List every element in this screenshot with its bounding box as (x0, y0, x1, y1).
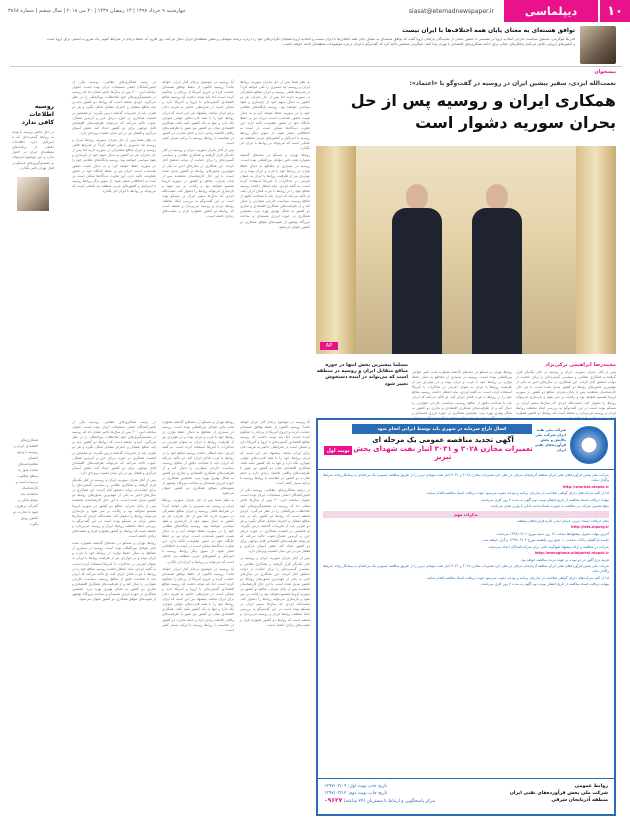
section-kicker: پیشخوان (594, 69, 616, 75)
article-column-4: آیا روسیه در موضوع برجام کنار ایران خواهد ماند؟ روسیه تاکنون از حفظ توافق هسته‌ای حمایت کرده و خروج آمریکا از برجام را محکوم کرده است. اما باید توجه داشت که روسیه منافع اقتصادی گسترده‌ای با اروپا و آمریکا دارد و ممکن است در شرایطی حاضر به هزینه دادن برای ایران نباشد. پیشنهاد من این است که ایران روابط خود را با همه قدرت‌های جهانی متوازن نگه دارد و تنها به یک کشور تکیه نکند. همکاری اقتصادی میان دو کشور نیز هنوز با ظرفیت‌های واقعی فاصله زیادی دارد و حجم تجارت دو کشور در مقایسه با روابط روسیه با ترکیه بسیار کمتر است. پس از آغاز بحران سوریه، ایران و روسیه در کنار یکدیگر قرار گرفتند و همکاری نظامی و سیاسی گسترده‌ای را برای حمایت از دولت دمشق آغاز کردند. این همکاری در سال‌های اخیر به یکی از مهم‌ترین محورهای روابط دو کشور تبدیل شده است. با این حال کارشناسان معتقدند پس از پایان بحران، منافع دو کشور در سوریه لزوما همسو نخواهد بود و رقابت بر سر نفوذ و بازسازی می‌تواند روابط را دشوار کند. نعمت‌الله ایزدی که سال‌ها سفیر ایران در مسکو بوده است در این گفت‌وگو به بررسی ابعاد مختلف روابط ایران و روسیه می‌پردازد و معتقد است که روابط دو کشور همواره فراز و نشیب‌های زیادی داشته است. (162, 80, 234, 219)
article-column-2: روابط تهران و مسکو در دهه‌های گذشته همواره تحت تاثیر عوامل بین‌المللی بوده است. روسیه در بسیاری از مقاطع به دنبال حفظ توازن در روابط خود با غرب و ایران بوده و در مواردی نیز از ظرفیت روابط با ایران به عنوان اهرمی در مذاکرات با آمریکا استفاده کرده است. به گفته ایزدی، نباید انتظار داشت روسیه منافع خود را در روابط با غرب فدای ایران کند. او تاکید می‌کند که ایران باید با شناخت دقیق از منافع روسیه، سیاست خارجی متوازنی را دنبال کند و از ظرفیت‌های همکاری اقتصادی و تجاری دو کشور به شکل بهتری بهره ببرد. همچنین همکاری در حوزه انرژی هسته‌ای و (412, 370, 512, 415)
article-column-3: به نظر شما پس از حل بحران سوریه، روابط ایران و روسیه چه مسیری را طی خواهد کرد؟ در شرایط فعلی روسیه و ایران منافع مشترکی در سوریه دارند اما پس از حل بحران، هر دو کشور به دنبال سهم خود از بازسازی و نفوذ سیاسی خواهند بود. روسیه پایگاه‌های نظامی خود را در سوریه حفظ خواهد کرد و به دنبال تثبیت حضور بلندمدت است. ایران نیز بر حفظ جایگاه خود در محور مقاومت تاکید دارد. این تفاوت دیدگاه‌ها ممکن است در آینده به اختلافاتی منجر شود. از سوی دیگر روابط روسیه با اسرائیل و کشورهای عربی منطقه نیز عاملی است که می‌تواند بر روابط با ایران اثر بگذارد. روابط تهران و مسکو در دهه‌های گذشته همواره تحت تاثیر عوامل بین‌المللی بوده است. روسیه در بسیاری از مقاطع به دنبال حفظ توازن در روابط خود با غرب و ایران بوده و در مواردی نیز از ظرفیت روابط با ایران به عنوان اهرمی در مذاکرات با آمریکا استفاده کرده است. به گفته ایزدی، نباید انتظار داشت روسیه منافع خود را در روابط با غرب فدای ایران کند. او تاکید می‌کند که ایران باید با شناخت دقیق از منافع روسیه، سیاست خارجی متوازنی را دنبال کند و از ظرفیت‌های همکاری اقتصادی و تجاری دو کشور به شکل بهتری بهره ببرد. همچنین همکاری در حوزه انرژی هسته‌ای و ساخت نیروگاه بوشهر از نمونه‌های موفق همکاری دو کشور عنوان می‌شود. (240, 80, 310, 229)
ad-link-3[interactable]: http://monaghese.oildportal.niopdc.ir (534, 551, 609, 555)
brief-title: توافق هسته‌ای به معنای پایان همه اختلاف‌ها با ایران نیست (402, 27, 575, 34)
sidebar-text: در حال حاضر روسیه با توجه به روابط گسترده‌ای که با اسرائیل دارد، اطلاعات دقیقی از برنامه‌های منطقه‌ای ایران در اختیار ندارد و این موضوع می‌تواند بر تصمیم‌گیری‌های مسکو در قبال تهران تاثیر بگذارد. (12, 130, 54, 170)
ad-round-badge: نوبت اول (324, 446, 352, 455)
person-right (468, 184, 526, 354)
ad-phone[interactable]: ۰۹۶۲۷ (324, 797, 343, 804)
ad-dates: تاریخ چاپ نوبت اول: ۱۳۹۷/۰۳/۰۹ تاریخ چاپ نوبت دوم: ۱۳۹۷/۰۳/۱۲ مرکز پاسخگویی و ارتباط با مشتریان (۲۴ ساعته) ۰۹۶۲۷ (324, 784, 435, 804)
curtain-right (576, 146, 616, 354)
photo-credit-icon: AP (320, 342, 338, 350)
person-left (388, 184, 446, 354)
curtain-left (316, 146, 356, 354)
main-photo (316, 146, 616, 354)
ad-title: آگهی تجدید مناقصه عمومی یک مرحله ای (372, 436, 514, 444)
section-label: دیپلماسی (504, 0, 600, 22)
ad-header (318, 420, 614, 470)
brief-photo (580, 26, 616, 64)
lede-kicker: نعمت‌الله ایزدی، سفیر پیشین ایران در روسیه در گفت‌وگو با «اعتماد»: (409, 80, 616, 87)
ad-notes-strip: تذکرات مهم (323, 511, 609, 518)
ad-link-1[interactable]: http://sherkat.niopdc.ir (562, 484, 609, 489)
brief-news (47, 27, 575, 65)
page-header (0, 0, 630, 22)
ad-link-2[interactable]: http://iets.mporg.ir (570, 525, 609, 529)
sidebar-photo (17, 177, 49, 211)
sidebar-title: روسیه اطلاعات کافی ندارد (21, 103, 54, 126)
site-email[interactable]: siasat@etemadnewspaper.ir (408, 7, 494, 15)
page-number: ۱۰ (600, 0, 630, 22)
ad-banner: کسال تاراج سرمایه در شهری باید توسط ایرانی انجام شود (352, 424, 532, 434)
sidebar-lower-text: همکاری‌های اقتصادی ایران و روسیه با وجود امضای تفاهم‌نامه‌های متعدد هنوز به سطح مطلوب نرسیده است و کارشناسان معتقدند باید موانع بانکی و گمرکی برطرف شود تا تجارت دو کشور رونق بگیرد. (13, 438, 38, 526)
pull-quote: مسلما بیشترین بخش اینها در حوزه منافع متقابل ایران و روسیه در منطقه است که می‌تواند در آینده دستخوش تغییر شود (316, 363, 408, 387)
article-column-6: آیا روسیه در موضوع برجام کنار ایران خواهد ماند؟ روسیه تاکنون از حفظ توافق هسته‌ای حمایت کرده و خروج آمریکا از برجام را محکوم کرده است. اما باید توجه داشت که روسیه منافع اقتصادی گسترده‌ای با اروپا و آمریکا دارد و ممکن است در شرایطی حاضر به هزینه دادن برای ایران نباشد. پیشنهاد من این است که ایران روابط خود را با همه قدرت‌های جهانی متوازن نگه دارد و تنها به یک کشور تکیه نکند. همکاری اقتصادی میان دو کشور نیز هنوز با ظرفیت‌های واقعی فاصله زیادی دارد و حجم تجارت دو کشور در مقایسه با روابط روسیه با ترکیه بسیار کمتر است. در زمینه همکاری‌های نظامی، روسیه یکی از تامین‌کنندگان اصلی تسلیحات ایران بوده است. تحویل سامانه اس-۳۰۰ پس از سال‌ها تاخیر نشان داد که روسیه در تصمیم‌گیری‌های خود ملاحظات بین‌المللی را در نظر می‌گیرد. ایزدی معتقد است که روابط دو کشور باید بر پایه منافع متقابل و احترام متقابل شکل بگیرد و هر دو طرف باید از تجربیات گذشته درس بگیرند. او همچنین بر اهمیت همکاری در حوزه دریای خزر و کریدور شمال-جنوب تاکید می‌کند که می‌تواند ظرفیت‌های اقتصادی قابل توجهی برای دو کشور ایجاد کند. نقش آسیای مرکزی و قفقاز نیز در این میان اهمیت ویژه‌ای دارد. پس از آغاز بحران سوریه، ایران و روسیه در کنار یکدیگر قرار گرفتند و همکاری نظامی و سیاسی گسترده‌ای را برای حمایت از دولت دمشق آغاز کردند. این همکاری در سال‌های اخیر به یکی از مهم‌ترین محورهای روابط دو کشور تبدیل شده است. با این حال کارشناسان معتقدند پس از پایان بحران، منافع دو کشور در سوریه لزوما همسو نخواهد بود و رقابت بر سر نفوذ و بازسازی می‌تواند روابط را دشوار کند. نعمت‌الله ایزدی که سال‌ها سفیر ایران در مسکو بوده است در این گفت‌وگو به بررسی ابعاد مختلف روابط ایران و روسیه می‌پردازد و معتقد است که روابط دو کشور همواره فراز و نشیب‌های زیادی داشته است. (240, 420, 311, 627)
ad-footer (318, 778, 614, 814)
sidebar-box (12, 103, 54, 433)
ad-publisher: روابط عمومی شرکت ملی پخش فرآورده‌های نفتی ایران منطقه آذربایجان شرقی (509, 784, 608, 803)
ad-body: شرکت ملی پخش فرآورده‌های نفتی ایران منطقه آذربایجان شرقی در نظر دارد تعمیرات مخازن ۳۰۲۸ و ۳۰۳۱ انبار نفت شهدای تبریز را از طریق مناقصه عمومی یک مرحله‌ای به پیمانکار واجد شرایط واگذار نماید. http://sherkat.niopdc.ir لذا از کلیه شرکت‌های دارای گواهی صلاحیت از سازمان برنامه و بودجه دعوت می‌شود جهت دریافت اسناد مناقصه اقدام نمایند. مهلت دریافت اسناد مناقصه از تاریخ انتشار نوبت دوم آگهی به مدت ۷ روز کاری می‌باشد. مبلغ تضمین شرکت در مناقصه به صورت ضمانت‌نامه بانکی یا واریز نقدی می‌باشد. تذکرات مهم محل دریافت اسناد: تبریز، خیابان امام، اداره قراردادهای منطقه. http://iets.mporg.ir آخرین مهلت تحویل پیشنهادها ساعت ۱۴ روز شنبه مورخ ۱۳۹۷/۰۴/۰۲ می‌باشد. جلسه بازگشایی پاکات ساعت ۱۰ صبح روز یکشنبه مورخ ۱۳۹۷/۰۴/۰۳ برگزار خواهد شد. شرکت در مناقصه و ارائه پیشنهاد هیچ‌گونه حقی برای شرکت‌کنندگان ایجاد نمی‌نماید. http://monaghese.oildportal.niopdc.ir هزینه درج آگهی در دو نوبت بر عهده برنده مناقصه خواهد بود. شرکت ملی پخش فرآورده‌های نفتی ایران منطقه آذربایجان شرقی در نظر دارد تعمیرات مخازن ۳۰۲۸ و ۳۰۳۱ انبار نفت شهدای تبریز را از طریق مناقصه عمومی یک مرحله‌ای به پیمانکار واجد شرایط واگذار نماید. لذا از کلیه شرکت‌های دارای گواهی صلاحیت از سازمان برنامه و بودجه دعوت می‌شود جهت دریافت اسناد مناقصه اقدام نمایند. مهلت دریافت اسناد مناقصه از تاریخ انتشار نوبت دوم آگهی به مدت ۷ روز کاری می‌باشد. (323, 473, 609, 586)
oil-company-logo-icon (570, 426, 608, 464)
headline: همکاری ایران و روسیه پس از حل بحران سوریه دشوار است (350, 91, 616, 132)
ad-logo-text: شرکت ملی نفت ایران شرکت ملی پالایش و پخش فرآورده‌های نفتی ایران (534, 428, 566, 452)
tender-advertisement (316, 418, 616, 816)
author-name: محمدرضا ابراهیمی ترکی‌نژاد (545, 362, 616, 368)
divider (10, 66, 622, 67)
article-column-1: پس از آغاز بحران سوریه، ایران و روسیه در کنار یکدیگر قرار گرفتند و همکاری نظامی و سیاسی گسترده‌ای را برای حمایت از دولت دمشق آغاز کردند. این همکاری در سال‌های اخیر به یکی از مهم‌ترین محورهای روابط دو کشور تبدیل شده است. با این حال کارشناسان معتقدند پس از پایان بحران، منافع دو کشور در سوریه لزوما همسو نخواهد بود و رقابت بر سر نفوذ و بازسازی می‌تواند روابط را دشوار کند. نعمت‌الله ایزدی که سال‌ها سفیر ایران در مسکو بوده است در این گفت‌وگو به بررسی ابعاد مختلف روابط ایران و روسیه می‌پردازد و معتقد است که روابط دو کشور همواره (516, 370, 616, 415)
article-column-8: در زمینه همکاری‌های نظامی، روسیه یکی از تامین‌کنندگان اصلی تسلیحات ایران بوده است. تحویل سامانه اس-۳۰۰ پس از سال‌ها تاخیر نشان داد که روسیه در تصمیم‌گیری‌های خود ملاحظات بین‌المللی را در نظر می‌گیرد. ایزدی معتقد است که روابط دو کشور باید بر پایه منافع متقابل و احترام متقابل شکل بگیرد و هر دو طرف باید از تجربیات گذشته درس بگیرند. او همچنین بر اهمیت همکاری در حوزه دریای خزر و کریدور شمال-جنوب تاکید می‌کند که می‌تواند ظرفیت‌های اقتصادی قابل توجهی برای دو کشور ایجاد کند. نقش آسیای مرکزی و قفقاز نیز در این میان اهمیت ویژه‌ای دارد. پس از آغاز بحران سوریه، ایران و روسیه در کنار یکدیگر قرار گرفتند و همکاری نظامی و سیاسی گسترده‌ای را برای حمایت از دولت دمشق آغاز کردند. این همکاری در سال‌های اخیر به یکی از مهم‌ترین محورهای روابط دو کشور تبدیل شده است. با این حال کارشناسان معتقدند پس از پایان بحران، منافع دو کشور در سوریه لزوما همسو نخواهد بود و رقابت بر سر نفوذ و بازسازی می‌تواند روابط را دشوار کند. نعمت‌الله ایزدی که سال‌ها سفیر ایران در مسکو بوده است در این گفت‌وگو به بررسی ابعاد مختلف روابط ایران و روسیه می‌پردازد و معتقد است که روابط دو کشور همواره فراز و نشیب‌های زیادی داشته است. روابط تهران و مسکو در دهه‌های گذشته همواره تحت تاثیر عوامل بین‌المللی بوده است. روسیه در بسیاری از مقاطع به دنبال حفظ توازن در روابط خود با غرب و ایران بوده و در مواردی نیز از ظرفیت روابط با ایران به عنوان اهرمی در مذاکرات با آمریکا استفاده کرده است. به گفته ایزدی، نباید انتظار داشت روسیه منافع خود را در روابط با غرب فدای ایران کند. او تاکید می‌کند که ایران باید با شناخت دقیق از منافع روسیه، سیاست خارجی متوازنی را دنبال کند و از ظرفیت‌های همکاری اقتصادی و تجاری دو کشور به شکل بهتری بهره ببرد. همچنین همکاری در حوزه انرژی هسته‌ای و ساخت نیروگاه بوشهر از نمونه‌های موفق همکاری دو کشور عنوان می‌شود. (72, 420, 156, 602)
ad-subtitle: تعمیرات مخازن ۳۰۲۸ و ۳۰۳۱ انبار نفت شهدای پخش تبریز (353, 445, 533, 461)
article-column-7: روابط تهران و مسکو در دهه‌های گذشته همواره تحت تاثیر عوامل بین‌المللی بوده است. روسیه در بسیاری از مقاطع به دنبال حفظ توازن در روابط خود با غرب و ایران بوده و در مواردی نیز از ظرفیت روابط با ایران به عنوان اهرمی در مذاکرات با آمریکا استفاده کرده است. به گفته ایزدی، نباید انتظار داشت روسیه منافع خود را در روابط با غرب فدای ایران کند. او تاکید می‌کند که ایران باید با شناخت دقیق از منافع روسیه، سیاست خارجی متوازنی را دنبال کند و از ظرفیت‌های همکاری اقتصادی و تجاری دو کشور به شکل بهتری بهره ببرد. همچنین همکاری در حوزه انرژی هسته‌ای و ساخت نیروگاه بوشهر از نمونه‌های موفق همکاری دو کشور عنوان می‌شود. به نظر شما پس از حل بحران سوریه، روابط ایران و روسیه چه مسیری را طی خواهد کرد؟ در شرایط فعلی روسیه و ایران منافع مشترکی در سوریه دارند اما پس از حل بحران، هر دو کشور به دنبال سهم خود از بازسازی و نفوذ سیاسی خواهند بود. روسیه پایگاه‌های نظامی خود را در سوریه حفظ خواهد کرد و به دنبال تثبیت حضور بلندمدت است. ایران نیز بر حفظ جایگاه خود در محور مقاومت تاکید دارد. این تفاوت دیدگاه‌ها ممکن است در آینده به اختلافاتی منجر شود. از سوی دیگر روابط روسیه با اسرائیل و کشورهای عربی منطقه نیز عاملی است که می‌تواند بر روابط با ایران اثر بگذارد. آیا روسیه در موضوع برجام کنار ایران خواهد ماند؟ روسیه تاکنون از حفظ توافق هسته‌ای حمایت کرده و خروج آمریکا از برجام را محکوم کرده است. اما باید توجه داشت که روسیه منافع اقتصادی گسترده‌ای با اروپا و آمریکا دارد و ممکن است در شرایطی حاضر به هزینه دادن برای ایران نباشد. پیشنهاد من این است که ایران روابط خود را با همه قدرت‌های جهانی متوازن نگه دارد و تنها به یک کشور تکیه نکند. همکاری اقتصادی میان دو کشور نیز هنوز با ظرفیت‌های واقعی فاصله زیادی دارد و حجم تجارت دو کشور در مقایسه با روابط روسیه با ترکیه بسیار کمتر است. (162, 420, 234, 632)
article-column-5: در زمینه همکاری‌های نظامی، روسیه یکی از تامین‌کنندگان اصلی تسلیحات ایران بوده است. تحویل سامانه اس-۳۰۰ پس از سال‌ها تاخیر نشان داد که روسیه در تصمیم‌گیری‌های خود ملاحظات بین‌المللی را در نظر می‌گیرد. ایزدی معتقد است که روابط دو کشور باید بر پایه منافع متقابل و احترام متقابل شکل بگیرد و هر دو طرف باید از تجربیات گذشته درس بگیرند. او همچنین بر اهمیت همکاری در حوزه دریای خزر و کریدور شمال-جنوب تاکید می‌کند که می‌تواند ظرفیت‌های اقتصادی قابل توجهی برای دو کشور ایجاد کند. نقش آسیای مرکزی و قفقاز نیز در این میان اهمیت ویژه‌ای دارد. به نظر شما پس از حل بحران سوریه، روابط ایران و روسیه چه مسیری را طی خواهد کرد؟ در شرایط فعلی روسیه و ایران منافع مشترکی در سوریه دارند اما پس از حل بحران، هر دو کشور به دنبال سهم خود از بازسازی و نفوذ سیاسی خواهند بود. روسیه پایگاه‌های نظامی خود را در سوریه حفظ خواهد کرد و به دنبال تثبیت حضور بلندمدت است. ایران نیز بر حفظ جایگاه خود در محور مقاومت تاکید دارد. این تفاوت دیدگاه‌ها ممکن است در آینده به اختلافاتی منجر شود. از سوی دیگر روابط روسیه با اسرائیل و کشورهای عربی منطقه نیز عاملی است که می‌تواند بر روابط با ایران اثر بگذارد. (72, 80, 156, 193)
issue-date: چهارشنبه ۹ خرداد ۱۳۹۷ | ۱۳ رمضان ۱۴۳۹ | ۳۰ می ۲۰۱۸ | سال ششم | شماره ۳۸۶۸ (8, 8, 186, 14)
brief-text: فدریکا موگرینی، مسئول سیاست خارجی اتحادیه اروپا در نشستی با حضور جمعی از نمایندگان پارلمان اروپا گفت که توافق هسته‌ای به معنای پایان همه اختلاف‌ها با ایران نیست و اتحادیه اروپا همچنان نگرانی‌های خود را درباره برنامه موشکی و نقش منطقه‌ای ایران دنبال می‌کند. وی افزود که حفظ برجام در شرایط کنونی یک ضرورت امنیتی برای اروپا است و کشورهای اروپایی تلاش می‌کنند راهکارهای عملی برای ادامه همکاری‌های اقتصادی با تهران پیدا کنند. موگرینی همچنین تاکید کرد که گفت‌وگو با ایران درباره موضوعات منطقه‌ای ادامه خواهد داشت. (47, 37, 575, 46)
